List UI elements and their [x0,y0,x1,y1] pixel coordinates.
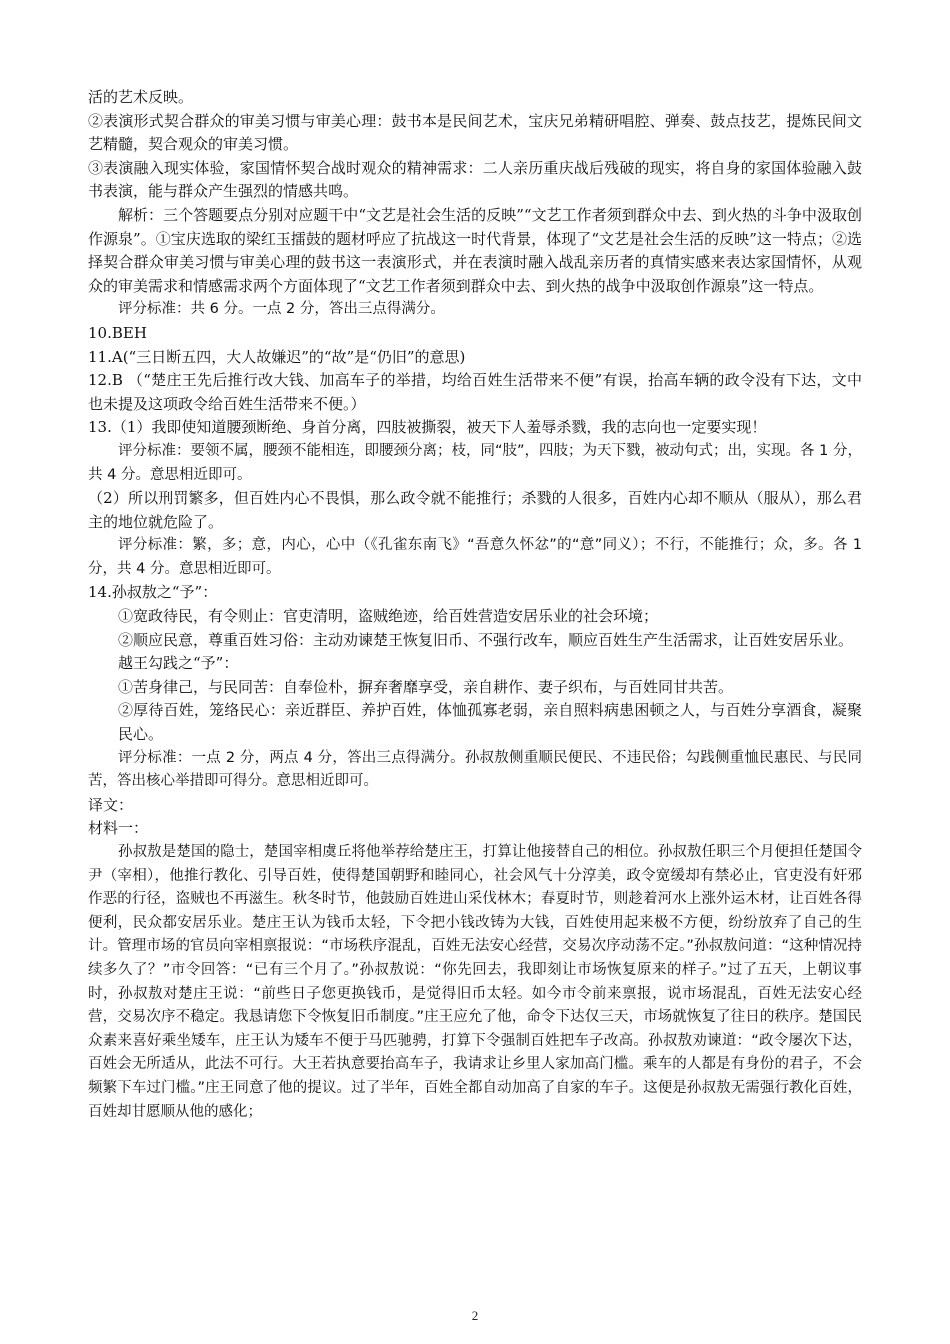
text-paragraph: 解析：三个答题要点分别对应题干中“文艺是社会生活的反映”“文艺工作者须到群众中去、到火热的斗争中汲取创作源泉”。①宝庆选取的梁红玉擂鼓的题材呼应了抗战这一时代背景，体现了“文艺是社会生活的反映”这一特点；②选择契合群众审美习惯与审美心理的鼓书这一表演形式，并在表演时融入战乱亲历者的真情实感来表达家国情怀，从观众的审美需求和情感需求两个方面体现了“文艺工作者须到群众中去、到火热的战争中汲取创作源泉”这一特点。 [88,205,862,295]
text-paragraph: 活的艺术反映。 [88,88,194,106]
page-number: 2 [471,1308,479,1323]
text-paragraph: ②顺应民意，尊重百姓习俗：主动劝谏楚王恢复旧币、不强行改车，顺应百姓生产生活需求，让百姓安居乐业。 [118,630,854,649]
text-paragraph: 越王勾践之“予”： [118,654,239,673]
text-paragraph: 评分标准：要领不属，腰颈不能相连，即腰颈分离；枝，同“肢”，四肢；为天下戮，被动句式；出，实现。各 1 分，共 4 分。意思相近即可。 [88,442,862,483]
text-paragraph: 14.孙叔敖之“予”： [88,583,218,602]
document-body [88,86,862,1124]
text-paragraph: ②表演形式契合群众的审美习惯与审美心理：鼓书本是民间艺术，宝庆兄弟精研唱腔、弹奏、鼓点技艺，提炼民间文艺精髓，契合观众的审美习惯。 [88,111,862,154]
text-paragraph: 10.BEH [88,323,147,342]
text-paragraph: （2）所以刑罚繁多，但百姓内心不畏惧，那么政令就不能推行；杀戮的人很多，百姓内心却不顺从（服从），那么君主的地位就危险了。 [88,489,862,531]
text-paragraph: ③表演融入现实体验，家国情怀契合战时观众的精神需求：二人亲历重庆战后残破的现实，将自身的家国体验融入鼓书表演，能与群众产生强烈的情感共鸣。 [88,158,862,201]
text-paragraph: 材料一： [88,819,149,838]
text-paragraph: 译文： [88,795,134,814]
text-paragraph: 11.A(“三日断五四，大人故嫌迟”的“故”是“仍旧”的意思) [88,347,466,366]
text-paragraph: 孙叔敖是楚国的隐士，楚国宰相虞丘将他举荐给楚庄王，打算让他接替自己的相位。孙叔敖任职三个月便担任楚国令尹（宰相），他推行教化、引导百姓，使得楚国朝野和睦同心，社会风气十分淳美，政令宽缓却有禁必止，官吏没有奸邪作恶的行径，盗贼也不再滋生。秋冬时节，他鼓励百姓进山采伐林木；春夏时节，则趁着河水上涨外运木材，让百姓各得便利，民众都安居乐业。楚庄王认为钱币太轻，下令把小钱改铸为大钱，百姓使用起来极不方便，纷纷放弃了自己的生计。管理市场的官员向宰相禀报说：“市场秩序混乱，百姓无法安心经营，交易次序动荡不定。”孙叔敖问道：“这种情况持续多久了？”市令回答：“已有三个月了。”孙叔敖说：“你先回去，我即刻让市场恢复原来的样子。”过了五天，上朝议事时，孙叔敖对楚庄王说：“前些日子您更换钱币，是觉得旧币太轻。如今市令前来禀报，说市场混乱，百姓无法安心经营，交易次序不稳定。我恳请您下令恢复旧币制度。”庄王应允了他，命令下达仅三天，市场就恢复了往日的秩序。楚国民众素来喜好乘坐矮车，庄王认为矮车不便于马匹驰骋，打算下令强制百姓把车子改高。孙叔敖劝谏道：“政令屡次下达，百姓会无所适从，此法不可行。大王若执意要抬高车子，我请求让乡里人家加高门槛。乘车的人都是有身份的君子，不会频繁下车过门槛。”庄王同意了他的提议。过了半年，百姓全都自动加高了自家的车子。这便是孙叔敖无需强行教化百姓，百姓却甘愿顺从他的感化； [88,844,862,1120]
text-paragraph: ②厚待百姓，笼络民心：亲近群臣、养护百姓，体恤孤寡老弱，亲自照料病患困顿之人，与百姓分享酒食，凝聚民心。 [118,701,862,744]
text-paragraph: 12.B （“楚庄王先后推行改大钱、加高车子的举措，均给百姓生活带来不便”有误，抬高车辆的政令没有下达，文中也未提及这项政令给百姓生活带来不便。） [88,371,862,413]
text-paragraph: 评分标准：一点 2 分，两点 4 分，答出三点得满分。孙叔敖侧重顺民便民、不违民俗；勾践侧重恤民惠民、与民同苦，答出核心举措即可得分。意思相近即可。 [88,749,862,790]
text-paragraph: 13.（1）我即使知道腰颈断绝、身首分离，四肢被撕裂，被天下人羞辱杀戮，我的志向也一定要实现！ [88,418,767,437]
text-paragraph: ①宽政待民，有令则止：官吏清明，盗贼绝迹，给百姓营造安居乐业的社会环境； [118,607,659,626]
text-paragraph: 评分标准：繁，多；意，内心，心中（《孔雀东南飞》“吾意久怀忿”的“意”同义）；不行，不能推行；众，多。各 1 分，共 4 分。意思相近即可。 [88,537,862,577]
text-paragraph: ①苦身律己，与民同苦：自奉俭朴，摒弃奢靡享受，亲自耕作、妻子织布，与百姓同甘共苦。 [118,677,734,696]
text-paragraph: 评分标准：共 6 分。一点 2 分，答出三点得满分。 [118,301,445,318]
